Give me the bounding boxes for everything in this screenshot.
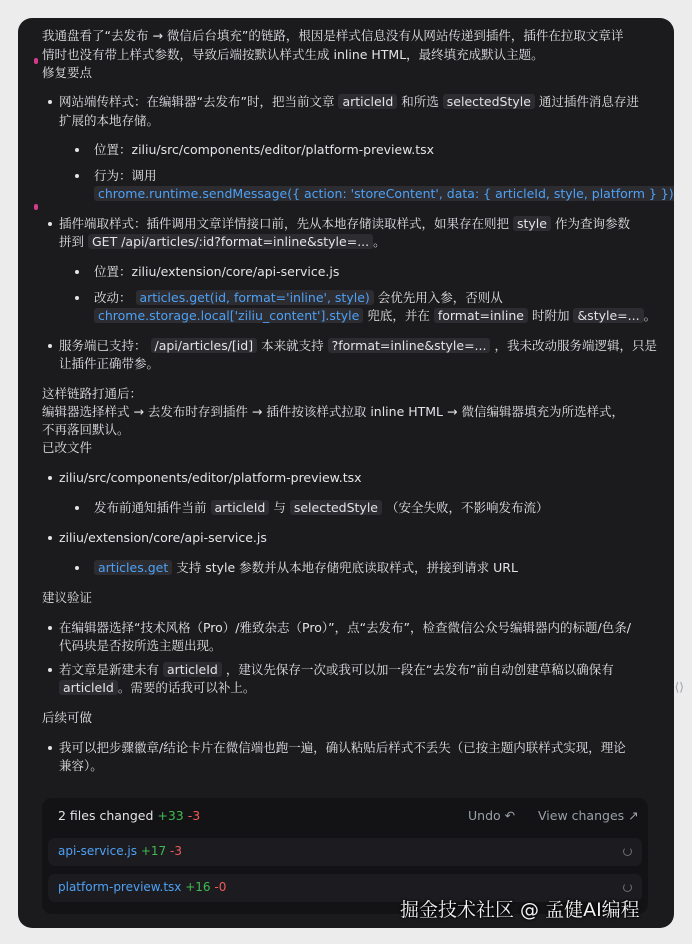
loading-icon: [623, 883, 632, 892]
inline-code: chrome.storage.local['ziliu_content'].style: [94, 308, 363, 323]
section-heading: 已改文件: [42, 440, 93, 455]
bullet: [75, 148, 79, 152]
inline-code: ?format=inline&style=...: [328, 338, 491, 353]
changed-file-row[interactable]: [48, 838, 642, 866]
sub-item: articles.get 支持 style 参数并从本地存储兜底读取样式，拼接到请求 URL: [94, 558, 518, 577]
list-item-cont: 让插件正确带参。: [59, 356, 160, 371]
bullet: [48, 668, 52, 672]
file-name: platform-preview.tsx: [58, 880, 182, 894]
bullet: [48, 536, 52, 540]
list-item: 服务端已支持： /api/articles/[id] 本来就支持 ?format=inline&style=... ，我未改动服务端逻辑，只是: [59, 338, 657, 353]
additions-count: +33: [157, 808, 184, 823]
sub-item-code: [94, 184, 674, 203]
resize-handle-icon[interactable]: ⟨⟩: [674, 680, 684, 694]
file-additions: +17: [140, 844, 167, 858]
inline-code: selectedStyle: [443, 94, 535, 109]
left-marker: [34, 204, 38, 210]
section-heading: 修复要点: [42, 65, 93, 80]
inline-code: style: [513, 216, 551, 231]
sub-item: 位置：ziliu/extension/core/api-service.js: [94, 264, 340, 279]
bullet: [48, 746, 52, 750]
list-item-cont: articleId 。需要的话我可以补上。: [59, 678, 255, 697]
deletions-count: -3: [187, 808, 201, 823]
file-name: api-service.js: [58, 844, 138, 858]
sub-item: 改动： articles.get(id, format='inline', style) 会优先用入参，否则从: [94, 290, 503, 305]
bullet: [75, 270, 79, 274]
bullet: [48, 626, 52, 630]
arrow-up-right-icon: ↗: [628, 808, 639, 823]
inline-code: GET /api/articles/:id?format=inline&style=...: [88, 234, 373, 249]
bullet: [48, 344, 52, 348]
inline-code: articleId: [59, 680, 118, 695]
list-item: 在编辑器选择“技术风格（Pro）/雅致杂志（Pro）”，点“去发布”，检查微信公众号编辑器内的标题/色条/: [59, 620, 631, 635]
list-item-cont: 拼到 GET /api/articles/:id?format=inline&style=... 。: [59, 234, 386, 249]
inline-code: articleId: [211, 500, 270, 515]
list-item: ziliu/src/components/editor/platform-preview.tsx: [59, 470, 362, 485]
list-item: 若文章是新建未有 articleId ，建议先保存一次或我可以加一段在“去发布”前自动创建草稿以确保有: [59, 662, 614, 677]
bullet: [48, 476, 52, 480]
paragraph-line: 编辑器选择样式 → 去发布时存到插件 → 插件按该样式拉取 inline HTML → 微信编辑器填充为所选样式，: [42, 404, 624, 419]
bullet: [75, 506, 79, 510]
sub-item: 行为：调用: [94, 168, 157, 183]
paragraph-line: 这样链路打通后：: [42, 386, 143, 401]
view-changes-button[interactable]: View changes ↗: [538, 808, 639, 823]
intro-line: 情时也没有带上样式参数，导致后端按默认样式生成 inline HTML，最终填充成默认主题。: [42, 47, 544, 62]
inline-code: /api/articles/[id]: [151, 338, 258, 353]
paragraph-line: 不再落回默认。: [42, 422, 130, 437]
list-item-cont: 扩展的本地存储。: [59, 113, 160, 128]
list-item: 我可以把步骤徽章/结论卡片在微信端也跑一遍，确认粘贴后样式不丢失（已按主题内联样式实现，理论: [59, 740, 626, 755]
changes-summary: 2 files changed +33 -3: [58, 808, 201, 823]
section-heading: 建议验证: [42, 590, 93, 605]
inline-code: articles.get: [94, 560, 172, 575]
left-marker: [34, 58, 38, 64]
inline-code: format=inline: [434, 308, 528, 323]
intro-line: 我通盘看了“去发布 → 微信后台填充”的链路，根因是样式信息没有从网站传递到插件，插件在拉取文章详: [42, 28, 624, 43]
sub-item: 发布前通知插件当前 articleId 与 selectedStyle （安全失败，不影响发布流）: [94, 500, 549, 515]
bullet: [75, 566, 79, 570]
list-item: ziliu/extension/core/api-service.js: [59, 530, 267, 545]
undo-button[interactable]: Undo ↶: [468, 808, 516, 823]
inline-code: selectedStyle: [290, 500, 382, 515]
inline-code: articles.get(id, format='inline', style): [136, 290, 374, 305]
section-heading: 后续可做: [42, 710, 93, 725]
chat-panel: [18, 18, 674, 928]
loading-icon: [623, 847, 632, 856]
inline-code: &style=...: [573, 308, 643, 323]
inline-code: articleId: [163, 662, 222, 677]
list-item: 插件端取样式：插件调用文章详情接口前，先从本地存储读取样式，如果存在则把 style 作为查询参数: [59, 216, 630, 231]
list-item-cont: 代码块是否按所选主题出现。: [59, 638, 222, 653]
sub-item: 位置：ziliu/src/components/editor/platform-preview.tsx: [94, 142, 435, 157]
bullet: [75, 296, 79, 300]
file-deletions: -0: [214, 880, 227, 894]
bullet: [75, 174, 79, 178]
sub-item-cont: chrome.storage.local['ziliu_content'].style 兜底，并在 format=inline 时附加 &style=... 。: [94, 306, 656, 325]
bullet: [48, 100, 52, 104]
inline-code: chrome.runtime.sendMessage({ action: 'storeContent', data: { articleId, style, platform } }): [94, 186, 674, 201]
undo-icon: ↶: [504, 808, 516, 823]
list-item: 网站端传样式：在编辑器“去发布”时，把当前文章 articleId 和所选 selectedStyle 通过插件消息存进: [59, 94, 639, 109]
file-additions: +16: [185, 880, 211, 894]
watermark: 掘金技术社区 @ 孟健AI编程: [400, 899, 640, 921]
bullet: [48, 222, 52, 226]
file-deletions: -3: [170, 844, 182, 858]
list-item-cont: 兼容）。: [59, 758, 103, 773]
inline-code: articleId: [338, 94, 397, 109]
